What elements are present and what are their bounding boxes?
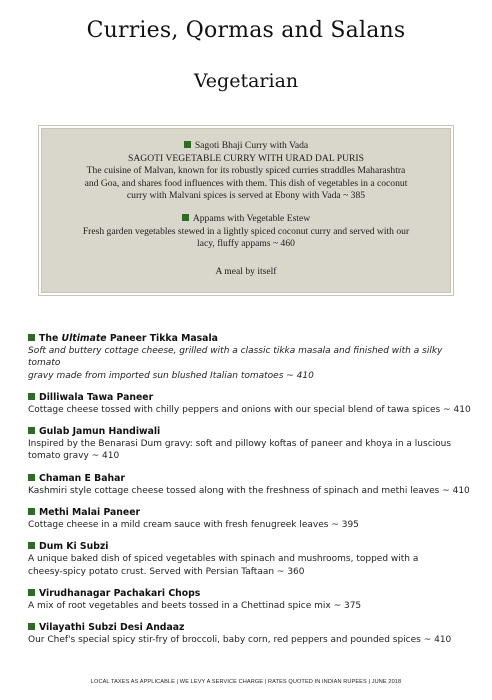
menu-item-name: Virudhanagar Pachakari Chops	[28, 588, 476, 600]
menu-item-desc: tomato gravy ~ 410	[28, 451, 120, 462]
menu-item-name: Gulab Jamun Handiwali	[28, 426, 476, 438]
bullet-icon	[28, 623, 35, 630]
featured-item-subtitle: SAGOTI VEGETABLE CURRY WITH URAD DAL PURIS	[128, 152, 364, 164]
menu-list	[28, 333, 476, 657]
menu-item	[28, 507, 476, 531]
menu-item-name: Vilayathi Subzi Desi Andaaz	[28, 622, 476, 634]
featured-item-name-text: Sagoti Bhaji Curry with Vada	[194, 140, 309, 151]
menu-item-desc: Cottage cheese in a mild cream sauce with fresh fenugreek leaves ~ 395	[28, 520, 359, 531]
bullet-icon	[28, 589, 35, 596]
featured-item-name	[39, 140, 453, 153]
bullet-icon	[28, 542, 35, 549]
menu-item	[28, 333, 476, 382]
menu-item-name: The Ultimate Paneer Tikka Masala	[28, 333, 476, 345]
menu-item-desc: A unique baked dish of spiced vegetables with spinach and mushrooms, topped with a	[28, 554, 419, 565]
featured-note: A meal by itself	[215, 265, 277, 277]
featured-item-desc-line: lacy, fluffy appams ~ 460	[197, 238, 295, 250]
featured-item-name-text: Appams with Vegetable Estew	[192, 212, 311, 224]
menu-item-name: Methi Malai Paneer	[28, 507, 476, 519]
menu-item-desc: Cottage cheese tossed with chilly peppers and onions with our special blend of tawa spices ~ 410	[28, 404, 471, 415]
featured-item-desc-line: and Goa, and shares food influences with them. This dish of vegetables in a coconut	[84, 177, 408, 189]
featured-item-name	[39, 213, 453, 226]
footer-note: LOCAL TAXES AS APPLICABLE | WE LEVY A SERVICE CHARGE | RATES QUOTED IN INDIAN RUPEES | JUNE 2018	[90, 679, 402, 685]
bullet-icon	[182, 214, 189, 221]
menu-item	[28, 541, 476, 578]
bullet-icon	[28, 508, 35, 515]
menu-item	[28, 588, 476, 612]
menu-item	[28, 473, 476, 497]
bullet-icon	[28, 427, 35, 434]
menu-item-desc: A mix of root vegetables and beets tossed in a Chettinad spice mix ~ 375	[28, 600, 362, 611]
menu-item-name: Chaman E Bahar	[28, 473, 476, 485]
menu-item	[28, 392, 476, 416]
menu-item-name: Dum Ki Subzi	[28, 541, 476, 553]
menu-item-desc: Kashmiri style cottage cheese tossed along with the freshness of spinach and methi leaves ~ 410	[28, 485, 470, 496]
bullet-icon	[28, 393, 35, 400]
menu-item-name: Dilliwala Tawa Paneer	[28, 392, 476, 404]
featured-box	[38, 125, 454, 296]
section-heading: Vegetarian	[193, 70, 299, 92]
featured-item-desc-line: Fresh garden vegetables stewed in a lightly spiced coconut curry and served with our	[82, 225, 410, 237]
featured-item-desc-line: curry with Malvani spices is served at Ebony with Vada ~ 385	[126, 190, 366, 202]
bullet-icon	[28, 474, 35, 481]
menu-item-desc: Our Chef's special spicy stir-fry of broccoli, baby corn, red peppers and pounded spices ~ 410	[28, 635, 452, 646]
menu-item-desc: Inspired by the Benarasi Dum gravy: soft and pillowy koftas of paneer and khoya in a luscious	[28, 439, 452, 450]
featured-item-desc-line: The cuisine of Malvan, known for its robustly spiced curries straddles Maharashtra	[86, 165, 406, 177]
menu-item-desc: Soft and buttery cottage cheese, grilled with a classic tikka masala and finished with a silky tomato	[28, 346, 443, 369]
featured-content	[39, 140, 453, 278]
bullet-icon	[184, 141, 191, 148]
menu-item	[28, 426, 476, 463]
menu-item	[28, 622, 476, 646]
bullet-icon	[28, 334, 35, 341]
menu-item-desc: gravy made from imported sun blushed Italian tomatoes ~ 410	[28, 370, 314, 381]
menu-item-desc: cheesy-spicy potato crust. Served with Persian Taftaan ~ 360	[28, 566, 305, 577]
page-title: Curries, Qormas and Salans	[86, 18, 406, 43]
